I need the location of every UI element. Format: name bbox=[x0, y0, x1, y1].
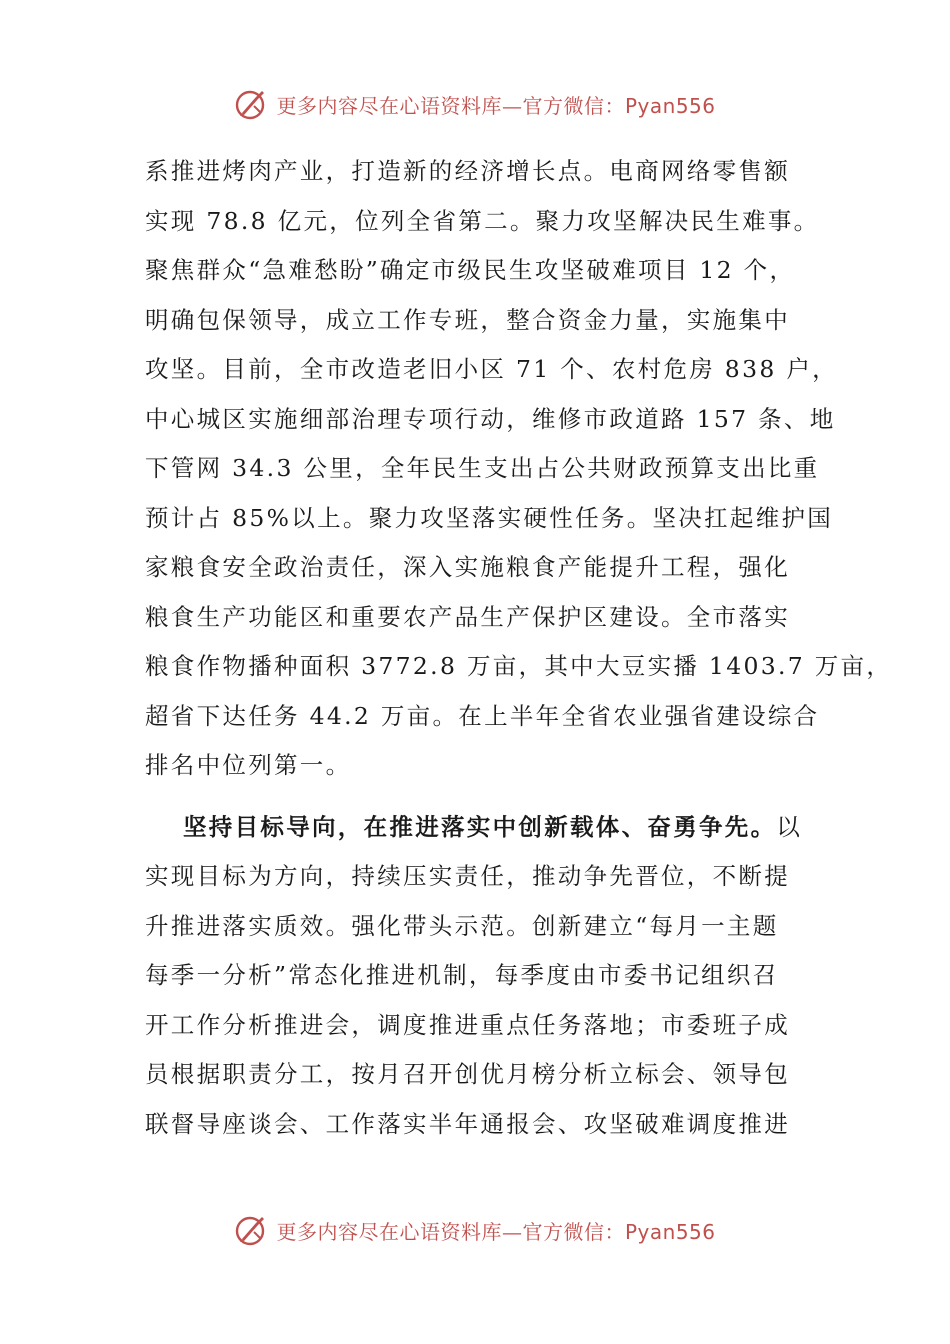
text-line: 下管网 34.3 公里，全年民生支出占公共财政预算支出比重 bbox=[145, 454, 820, 482]
footer-watermark bbox=[0, 1210, 950, 1250]
text-line: 员根据职责分工，按月召开创优月榜分析立标会、领导包 bbox=[145, 1060, 790, 1088]
text-line: 每季一分析”常态化推进机制，每季度由市委书记组织召 bbox=[145, 961, 779, 989]
document-body bbox=[145, 147, 893, 1149]
text-line: 家粮食安全政治责任，深入实施粮食产能提升工程，强化 bbox=[145, 553, 790, 581]
text-line: 联督导座谈会、工作落实半年通报会、攻坚破难调度推进 bbox=[145, 1109, 790, 1138]
pen-logo-icon bbox=[234, 1212, 270, 1248]
text-line: 粮食生产功能区和重要农产品生产保护区建设。全市落实 bbox=[145, 602, 790, 631]
text-line: 系推进烤肉产业，打造新的经济增长点。电商网络零售额 bbox=[145, 157, 790, 185]
text-line: 实现 78.8 亿元，位列全省第二。聚力攻坚解决民生难事。 bbox=[145, 206, 820, 235]
text-line: 实现目标为方向，持续压实责任，推动争先晋位，不断提 bbox=[145, 862, 790, 890]
text-line: 预计占 85%以上。聚力攻坚落实硬性任务。坚决扛起维护国 bbox=[145, 503, 834, 532]
text-line: 攻坚。目前，全市改造老旧小区 71 个、农村危房 838 户， bbox=[145, 355, 838, 383]
text-line: 聚焦群众“急难愁盼”确定市级民生攻坚破难项目 12 个， bbox=[145, 256, 796, 284]
text-line: 明确包保领导，成立工作专班，整合资金力量，实施集中 bbox=[145, 305, 790, 334]
paragraph-heading: 坚持目标导向，在推进落实中创新载体、奋勇争先。 bbox=[183, 812, 777, 841]
header-watermark bbox=[0, 84, 950, 124]
pen-logo-icon bbox=[234, 86, 270, 122]
text-line: 排名中位列第一。 bbox=[145, 751, 352, 779]
paragraph-2 bbox=[145, 803, 815, 1150]
text-line: 开工作分析推进会，调度推进重点任务落地；市委班子成 bbox=[145, 1010, 790, 1039]
paragraph-heading-line bbox=[145, 803, 815, 853]
text-line: 超省下达任务 44.2 万亩。在上半年全省农业强省建设综合 bbox=[145, 701, 820, 730]
paragraph-1 bbox=[145, 147, 893, 791]
heading-tail: 以 bbox=[776, 812, 803, 841]
watermark-text: 更多内容尽在心语资料库—官方微信：Pyan556 bbox=[276, 1219, 716, 1244]
watermark-text: 更多内容尽在心语资料库—官方微信：Pyan556 bbox=[276, 93, 716, 118]
text-line: 中心城区实施细部治理专项行动，维修市政道路 157 条、地 bbox=[145, 404, 836, 433]
text-line: 升推进落实质效。强化带头示范。创新建立“每月一主题 bbox=[145, 911, 779, 940]
text-line: 粮食作物播种面积 3772.8 万亩，其中大豆实播 1403.7 万亩， bbox=[145, 652, 893, 680]
